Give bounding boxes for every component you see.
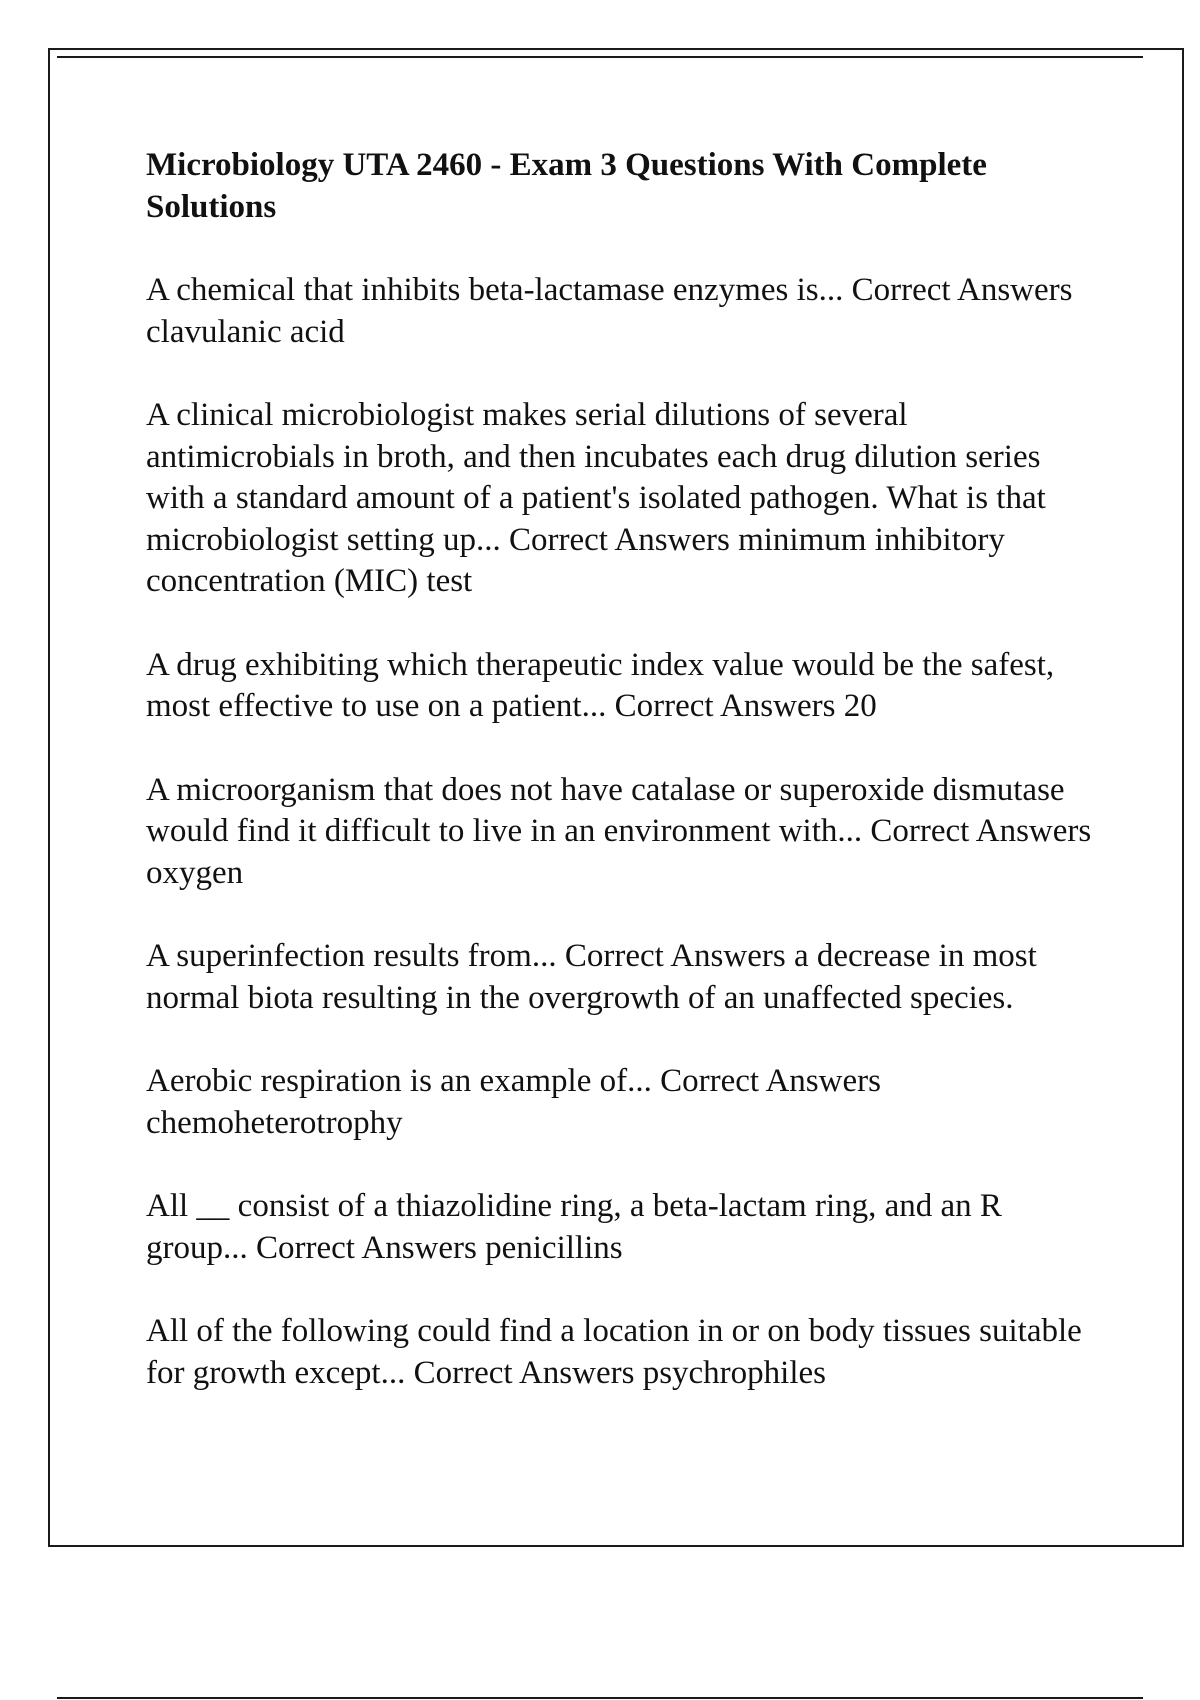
question-item: Aerobic respiration is an example of... Correct Answers chemoheterotrophy [146,1063,881,1141]
page-title: Microbiology UTA 2460 - Exam 3 Questions With Complete Solutions [146,147,987,225]
question-item: A drug exhibiting which therapeutic index value would be the safest, most effective to use on a patient... Correct Answers 20 [146,646,1055,724]
question-item: A clinical microbiologist makes serial dilutions of several antimicrobials in broth, and then incubates each drug dilution series with a standard amount of a patient's isolated pathogen. What is that microbiologist setting up... Correct Answers minimum inhibitory concentration (MIC) test [146,397,1046,599]
question-item: A chemical that inhibits beta-lactamase enzymes is... Correct Answers clavulanic acid [146,272,1073,350]
bottom-rule [57,1697,1143,1699]
question-item: A superinfection results from... Correct Answers a decrease in most normal biota resulting in the overgrowth of an unaffected species. [146,938,1037,1016]
question-list [146,270,1096,1394]
question-item: All __ consist of a thiazolidine ring, a beta-lactam ring, and an R group... Correct Answers penicillins [146,1188,1002,1266]
question-item: A microorganism that does not have catalase or superoxide dismutase would find it difficult to live in an environment with... Correct Answers oxygen [146,771,1092,891]
question-item: All of the following could find a location in or on body tissues suitable for growth except... Correct Answers psychrophiles [146,1313,1082,1391]
document-content [146,144,1096,1436]
